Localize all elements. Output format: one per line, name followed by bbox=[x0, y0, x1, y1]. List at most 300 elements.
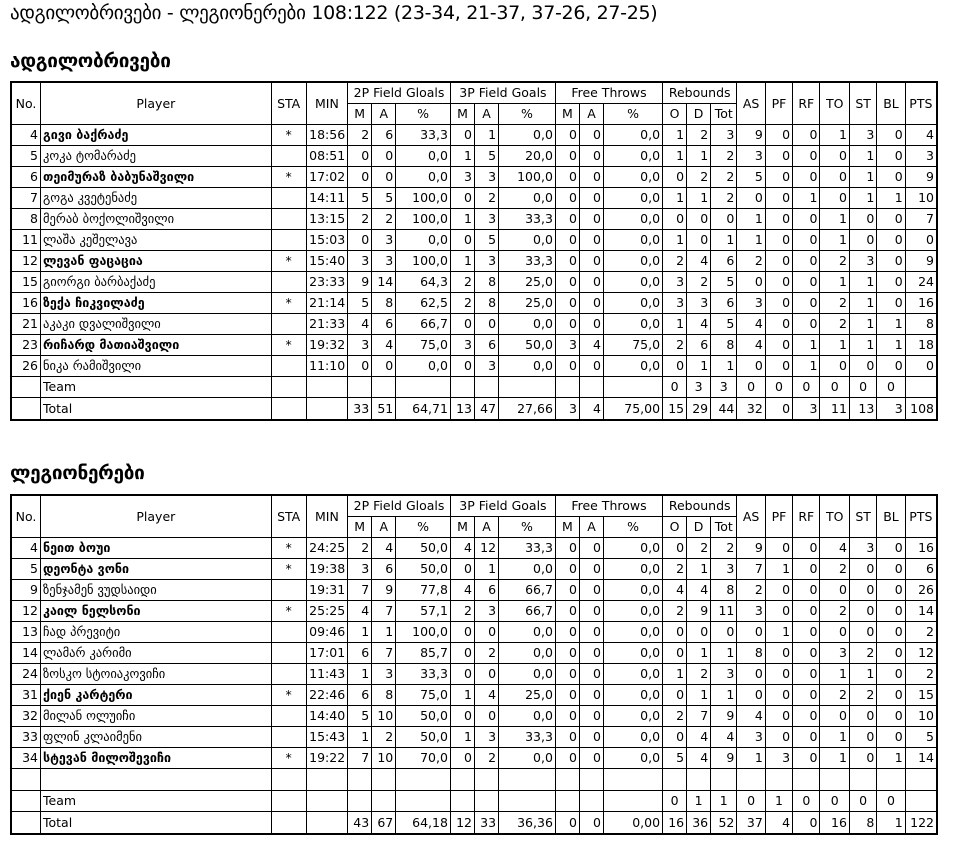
stat-o: 0 bbox=[663, 643, 687, 664]
total-stat-d: 29 bbox=[687, 398, 711, 421]
stat-d: 2 bbox=[687, 272, 711, 293]
stat-d: 4 bbox=[687, 748, 711, 769]
stat-o: 1 bbox=[663, 230, 687, 251]
stat-as: 0 bbox=[737, 685, 765, 706]
stat-tot: 2 bbox=[711, 188, 737, 209]
empty-cell bbox=[877, 769, 905, 791]
stat-tot: 1 bbox=[711, 643, 737, 664]
stat-pts: 4 bbox=[905, 125, 937, 146]
stat-m3: 0 bbox=[450, 188, 474, 209]
stat-rf: 0 bbox=[793, 230, 820, 251]
player-starter-mark bbox=[271, 146, 306, 167]
stat-pf_pct: 0,0 bbox=[604, 622, 663, 643]
player-number: 32 bbox=[11, 706, 41, 727]
empty-cell bbox=[737, 769, 765, 791]
header-player: Player bbox=[41, 82, 272, 125]
player-starter-mark: * bbox=[271, 125, 306, 146]
stat-a3: 3 bbox=[474, 356, 498, 377]
total-stat-a2: 51 bbox=[372, 398, 396, 421]
stat-af: 0 bbox=[579, 356, 603, 377]
player-row bbox=[11, 706, 937, 727]
empty-cell bbox=[11, 812, 41, 835]
stat-to: 1 bbox=[820, 272, 850, 293]
stat-a3: 2 bbox=[474, 748, 498, 769]
stat-tot: 9 bbox=[711, 748, 737, 769]
total-stat-pf: 4 bbox=[765, 812, 792, 835]
stat-pts: 2 bbox=[905, 664, 937, 685]
empty-cell bbox=[11, 398, 41, 421]
stat-p2: 100,0 bbox=[396, 251, 451, 272]
stat-pf_pct: 0,0 bbox=[604, 167, 663, 188]
subheader-2p-made: M bbox=[348, 517, 372, 538]
stat-rf: 0 bbox=[793, 622, 820, 643]
stat-as: 3 bbox=[737, 601, 765, 622]
stat-pts: 2 bbox=[905, 622, 937, 643]
total-stat-o: 15 bbox=[663, 398, 687, 421]
empty-cell bbox=[306, 377, 348, 398]
stat-pts: 12 bbox=[905, 643, 937, 664]
total-stat-st: 8 bbox=[849, 812, 876, 835]
stat-p2: 75,0 bbox=[396, 335, 451, 356]
empty-cell bbox=[474, 791, 498, 812]
stat-d: 1 bbox=[687, 188, 711, 209]
stat-pf_pct: 0,0 bbox=[604, 559, 663, 580]
stat-to: 1 bbox=[820, 748, 850, 769]
subheader-rebounds-defensive: D bbox=[687, 517, 711, 538]
stat-m2: 6 bbox=[348, 643, 372, 664]
stat-as: 3 bbox=[737, 293, 765, 314]
player-number: 12 bbox=[11, 251, 41, 272]
empty-cell bbox=[711, 769, 737, 791]
stat-to: 2 bbox=[820, 559, 850, 580]
player-name: ზოსკო სტოიაკოვიჩი bbox=[41, 664, 272, 685]
subheader-ft-made: M bbox=[555, 104, 579, 125]
stat-bl: 0 bbox=[877, 580, 905, 601]
empty-cell bbox=[663, 769, 687, 791]
stat-st: 0 bbox=[849, 706, 876, 727]
stat-bl: 0 bbox=[877, 538, 905, 559]
stat-p3: 20,0 bbox=[499, 146, 556, 167]
stat-m3: 1 bbox=[450, 251, 474, 272]
stat-p3: 25,0 bbox=[499, 293, 556, 314]
stat-pf_pct: 75,0 bbox=[604, 335, 663, 356]
player-minutes: 15:43 bbox=[306, 727, 348, 748]
player-minutes: 19:32 bbox=[306, 335, 348, 356]
stat-a2: 14 bbox=[372, 272, 396, 293]
header-st: ST bbox=[849, 495, 876, 538]
subheader-3p-attempted: A bbox=[474, 104, 498, 125]
stat-p2: 50,0 bbox=[396, 727, 451, 748]
total-row bbox=[11, 398, 937, 421]
subheader-ft-attempted: A bbox=[579, 517, 603, 538]
empty-cell bbox=[450, 791, 474, 812]
stat-p2: 0,0 bbox=[396, 167, 451, 188]
player-starter-mark bbox=[271, 664, 306, 685]
stat-pf_pct: 0,0 bbox=[604, 706, 663, 727]
stat-pf: 0 bbox=[765, 230, 792, 251]
stat-st: 1 bbox=[849, 335, 876, 356]
stat-as: 4 bbox=[737, 314, 765, 335]
empty-cell bbox=[306, 769, 348, 791]
stat-pf_pct: 0,0 bbox=[604, 209, 663, 230]
stat-a3: 12 bbox=[474, 538, 498, 559]
stat-pf_pct: 0,0 bbox=[604, 251, 663, 272]
stat-af: 0 bbox=[579, 293, 603, 314]
player-minutes: 19:38 bbox=[306, 559, 348, 580]
stat-pf_pct: 0,0 bbox=[604, 125, 663, 146]
player-number: 13 bbox=[11, 622, 41, 643]
stat-rf: 0 bbox=[793, 601, 820, 622]
stat-a2: 10 bbox=[372, 706, 396, 727]
stat-st: 0 bbox=[849, 580, 876, 601]
stat-p3: 33,3 bbox=[499, 727, 556, 748]
empty-cell bbox=[11, 791, 41, 812]
stat-m2: 0 bbox=[348, 356, 372, 377]
stat-o: 2 bbox=[663, 251, 687, 272]
empty-cell bbox=[820, 769, 850, 791]
empty-cell bbox=[396, 769, 451, 791]
subheader-rebounds-total: Tot bbox=[711, 517, 737, 538]
player-row bbox=[11, 356, 937, 377]
team-row-label: Team bbox=[41, 377, 272, 398]
stat-d: 4 bbox=[687, 727, 711, 748]
stat-p2: 100,0 bbox=[396, 622, 451, 643]
player-row bbox=[11, 685, 937, 706]
stat-as: 3 bbox=[737, 146, 765, 167]
stat-a2: 8 bbox=[372, 293, 396, 314]
stat-m2: 4 bbox=[348, 601, 372, 622]
stat-mf: 0 bbox=[555, 251, 579, 272]
player-minutes: 25:25 bbox=[306, 601, 348, 622]
empty-cell bbox=[396, 791, 451, 812]
total-stat-a3: 33 bbox=[474, 812, 498, 835]
stat-a2: 5 bbox=[372, 188, 396, 209]
stat-p2: 70,0 bbox=[396, 748, 451, 769]
team-row-label: Team bbox=[41, 791, 272, 812]
player-minutes: 13:15 bbox=[306, 209, 348, 230]
team-stat-as: 0 bbox=[737, 377, 765, 398]
header-as: AS bbox=[737, 495, 765, 538]
stat-m2: 7 bbox=[348, 580, 372, 601]
stat-p3: 100,0 bbox=[499, 167, 556, 188]
player-name: მერაბ ბოქოლიშვილი bbox=[41, 209, 272, 230]
stat-to: 1 bbox=[820, 664, 850, 685]
header-2p-field-goals: 2P Field Gloals bbox=[348, 495, 451, 517]
total-stat-rf: 0 bbox=[793, 812, 820, 835]
stat-as: 0 bbox=[737, 622, 765, 643]
stat-m2: 5 bbox=[348, 188, 372, 209]
total-stat-af: 4 bbox=[579, 398, 603, 421]
stat-mf: 0 bbox=[555, 706, 579, 727]
empty-cell bbox=[271, 398, 306, 421]
stat-m3: 1 bbox=[450, 209, 474, 230]
total-stat-p2: 64,18 bbox=[396, 812, 451, 835]
total-stat-tot: 44 bbox=[711, 398, 737, 421]
stat-to: 2 bbox=[820, 251, 850, 272]
player-starter-mark: * bbox=[271, 748, 306, 769]
stat-rf: 0 bbox=[793, 748, 820, 769]
stat-mf: 3 bbox=[555, 335, 579, 356]
stat-bl: 0 bbox=[877, 272, 905, 293]
empty-cell bbox=[905, 377, 937, 398]
stat-m2: 5 bbox=[348, 293, 372, 314]
stat-to: 2 bbox=[820, 293, 850, 314]
stat-as: 9 bbox=[737, 538, 765, 559]
stat-to: 0 bbox=[820, 622, 850, 643]
stat-a3: 3 bbox=[474, 209, 498, 230]
player-name: ზექა ჩიკვილაძე bbox=[41, 293, 272, 314]
stat-pts: 9 bbox=[905, 251, 937, 272]
team-stat-st: 0 bbox=[849, 791, 876, 812]
stat-pf: 0 bbox=[765, 601, 792, 622]
player-name: გიორგი ბარბაქაძე bbox=[41, 272, 272, 293]
stat-pf_pct: 0,0 bbox=[604, 230, 663, 251]
stat-to: 1 bbox=[820, 209, 850, 230]
stat-p3: 0,0 bbox=[499, 314, 556, 335]
stat-rf: 0 bbox=[793, 146, 820, 167]
stat-tot: 3 bbox=[711, 559, 737, 580]
stat-pf: 0 bbox=[765, 125, 792, 146]
stat-pf: 0 bbox=[765, 580, 792, 601]
stat-as: 0 bbox=[737, 356, 765, 377]
stat-to: 0 bbox=[820, 356, 850, 377]
stat-p2: 64,3 bbox=[396, 272, 451, 293]
stat-d: 2 bbox=[687, 167, 711, 188]
header-as: AS bbox=[737, 82, 765, 125]
player-row bbox=[11, 209, 937, 230]
player-minutes: 09:46 bbox=[306, 622, 348, 643]
empty-cell bbox=[41, 769, 272, 791]
stat-rf: 0 bbox=[793, 314, 820, 335]
stat-p3: 0,0 bbox=[499, 748, 556, 769]
stat-mf: 0 bbox=[555, 230, 579, 251]
player-starter-mark bbox=[271, 356, 306, 377]
subheader-ft-attempted: A bbox=[579, 104, 603, 125]
player-number: 26 bbox=[11, 356, 41, 377]
player-name: კაილ ნელსონი bbox=[41, 601, 272, 622]
stat-rf: 0 bbox=[793, 643, 820, 664]
stat-p2: 33,3 bbox=[396, 664, 451, 685]
empty-cell bbox=[11, 769, 41, 791]
stat-a2: 7 bbox=[372, 643, 396, 664]
stat-rf: 0 bbox=[793, 209, 820, 230]
stat-m2: 6 bbox=[348, 685, 372, 706]
stat-rf: 0 bbox=[793, 559, 820, 580]
player-minutes: 11:10 bbox=[306, 356, 348, 377]
stat-d: 6 bbox=[687, 335, 711, 356]
stat-m3: 2 bbox=[450, 601, 474, 622]
empty-cell bbox=[555, 791, 579, 812]
player-minutes: 24:25 bbox=[306, 538, 348, 559]
player-number: 34 bbox=[11, 748, 41, 769]
empty-cell bbox=[271, 812, 306, 835]
stat-rf: 0 bbox=[793, 167, 820, 188]
stat-p3: 0,0 bbox=[499, 230, 556, 251]
stat-as: 1 bbox=[737, 748, 765, 769]
team-stat-rf: 0 bbox=[793, 791, 820, 812]
stat-p3: 0,0 bbox=[499, 125, 556, 146]
player-minutes: 08:51 bbox=[306, 146, 348, 167]
stat-to: 3 bbox=[820, 643, 850, 664]
player-number: 9 bbox=[11, 580, 41, 601]
stat-m3: 0 bbox=[450, 622, 474, 643]
stat-rf: 0 bbox=[793, 580, 820, 601]
stat-pf: 0 bbox=[765, 727, 792, 748]
stat-m3: 0 bbox=[450, 356, 474, 377]
stat-o: 0 bbox=[663, 538, 687, 559]
player-name: გოგა კვეტენაძე bbox=[41, 188, 272, 209]
stat-to: 1 bbox=[820, 230, 850, 251]
stat-pf_pct: 0,0 bbox=[604, 538, 663, 559]
stat-rf: 1 bbox=[793, 356, 820, 377]
stat-af: 0 bbox=[579, 580, 603, 601]
stat-m3: 0 bbox=[450, 230, 474, 251]
stat-as: 7 bbox=[737, 559, 765, 580]
player-row bbox=[11, 580, 937, 601]
stat-a2: 3 bbox=[372, 664, 396, 685]
stat-pts: 26 bbox=[905, 580, 937, 601]
stat-tot: 8 bbox=[711, 335, 737, 356]
player-number: 21 bbox=[11, 314, 41, 335]
total-stat-as: 32 bbox=[737, 398, 765, 421]
header-2p-field-goals: 2P Field Gloals bbox=[348, 82, 451, 104]
stat-af: 0 bbox=[579, 167, 603, 188]
stat-bl: 0 bbox=[877, 706, 905, 727]
empty-cell bbox=[450, 769, 474, 791]
stat-tot: 4 bbox=[711, 727, 737, 748]
stat-pf_pct: 0,0 bbox=[604, 580, 663, 601]
player-name: აკაკი დვალიშვილი bbox=[41, 314, 272, 335]
empty-cell bbox=[604, 791, 663, 812]
stat-bl: 0 bbox=[877, 146, 905, 167]
stat-d: 4 bbox=[687, 314, 711, 335]
stat-m3: 4 bbox=[450, 580, 474, 601]
player-row bbox=[11, 188, 937, 209]
player-starter-mark bbox=[271, 643, 306, 664]
stat-m3: 1 bbox=[450, 146, 474, 167]
stat-o: 0 bbox=[663, 167, 687, 188]
stat-st: 3 bbox=[849, 251, 876, 272]
player-name: ნეით ბოუი bbox=[41, 538, 272, 559]
stat-rf: 0 bbox=[793, 685, 820, 706]
player-name: ლამარ კარიმი bbox=[41, 643, 272, 664]
stat-m3: 1 bbox=[450, 727, 474, 748]
stat-pf: 1 bbox=[765, 622, 792, 643]
empty-cell bbox=[348, 377, 372, 398]
stat-mf: 0 bbox=[555, 125, 579, 146]
player-starter-mark: * bbox=[271, 293, 306, 314]
stat-p3: 66,7 bbox=[499, 601, 556, 622]
stat-a2: 2 bbox=[372, 209, 396, 230]
stat-bl: 1 bbox=[877, 748, 905, 769]
subheader-3p-percent: % bbox=[499, 517, 556, 538]
stat-as: 1 bbox=[737, 209, 765, 230]
stat-a3: 2 bbox=[474, 643, 498, 664]
stat-bl: 0 bbox=[877, 293, 905, 314]
player-number: 5 bbox=[11, 146, 41, 167]
stat-pts: 16 bbox=[905, 293, 937, 314]
stat-as: 5 bbox=[737, 167, 765, 188]
team-heading-home: ადგილობრივები bbox=[10, 50, 171, 72]
subheader-2p-made: M bbox=[348, 104, 372, 125]
stat-p2: 50,0 bbox=[396, 706, 451, 727]
stat-a2: 0 bbox=[372, 356, 396, 377]
team-stat-tot: 1 bbox=[711, 791, 737, 812]
player-row bbox=[11, 748, 937, 769]
empty-cell bbox=[555, 769, 579, 791]
player-number: 23 bbox=[11, 335, 41, 356]
total-stat-pf_pct: 0,00 bbox=[604, 812, 663, 835]
stat-tot: 1 bbox=[711, 685, 737, 706]
stat-pf_pct: 0,0 bbox=[604, 643, 663, 664]
total-row bbox=[11, 812, 937, 835]
stat-af: 0 bbox=[579, 559, 603, 580]
stat-mf: 0 bbox=[555, 559, 579, 580]
stat-m3: 0 bbox=[450, 559, 474, 580]
player-row bbox=[11, 559, 937, 580]
player-name: ლევან ფაცაცია bbox=[41, 251, 272, 272]
empty-cell bbox=[499, 377, 556, 398]
stat-o: 1 bbox=[663, 188, 687, 209]
player-minutes: 21:33 bbox=[306, 314, 348, 335]
stat-tot: 5 bbox=[711, 272, 737, 293]
stat-as: 0 bbox=[737, 272, 765, 293]
boxscore-table-home bbox=[10, 81, 938, 421]
stat-pts: 16 bbox=[905, 538, 937, 559]
stat-rf: 0 bbox=[793, 293, 820, 314]
stat-af: 0 bbox=[579, 622, 603, 643]
stat-o: 2 bbox=[663, 335, 687, 356]
stat-bl: 1 bbox=[877, 188, 905, 209]
subheader-3p-made: M bbox=[450, 104, 474, 125]
total-stat-p3: 27,66 bbox=[499, 398, 556, 421]
stat-as: 1 bbox=[737, 230, 765, 251]
stat-pf: 3 bbox=[765, 748, 792, 769]
player-number: 31 bbox=[11, 685, 41, 706]
stat-mf: 0 bbox=[555, 685, 579, 706]
stat-p3: 50,0 bbox=[499, 335, 556, 356]
stat-a3: 8 bbox=[474, 272, 498, 293]
stat-af: 0 bbox=[579, 230, 603, 251]
stat-pts: 0 bbox=[905, 230, 937, 251]
stat-to: 0 bbox=[820, 580, 850, 601]
stat-p2: 50,0 bbox=[396, 538, 451, 559]
empty-cell bbox=[579, 769, 603, 791]
stat-mf: 0 bbox=[555, 643, 579, 664]
player-row bbox=[11, 664, 937, 685]
subheader-2p-percent: % bbox=[396, 517, 451, 538]
total-stat-to: 16 bbox=[820, 812, 850, 835]
stat-bl: 1 bbox=[877, 314, 905, 335]
stat-m3: 3 bbox=[450, 335, 474, 356]
stat-st: 0 bbox=[849, 622, 876, 643]
stat-pf_pct: 0,0 bbox=[604, 314, 663, 335]
stat-pf_pct: 0,0 bbox=[604, 293, 663, 314]
stat-st: 3 bbox=[849, 538, 876, 559]
stat-a2: 0 bbox=[372, 146, 396, 167]
stat-as: 0 bbox=[737, 188, 765, 209]
stat-st: 0 bbox=[849, 559, 876, 580]
stat-as: 2 bbox=[737, 251, 765, 272]
empty-cell bbox=[579, 791, 603, 812]
player-number: 33 bbox=[11, 727, 41, 748]
stat-a3: 3 bbox=[474, 167, 498, 188]
stat-bl: 0 bbox=[877, 125, 905, 146]
stat-af: 0 bbox=[579, 601, 603, 622]
stat-pts: 10 bbox=[905, 188, 937, 209]
stat-rf: 0 bbox=[793, 251, 820, 272]
stat-mf: 0 bbox=[555, 622, 579, 643]
